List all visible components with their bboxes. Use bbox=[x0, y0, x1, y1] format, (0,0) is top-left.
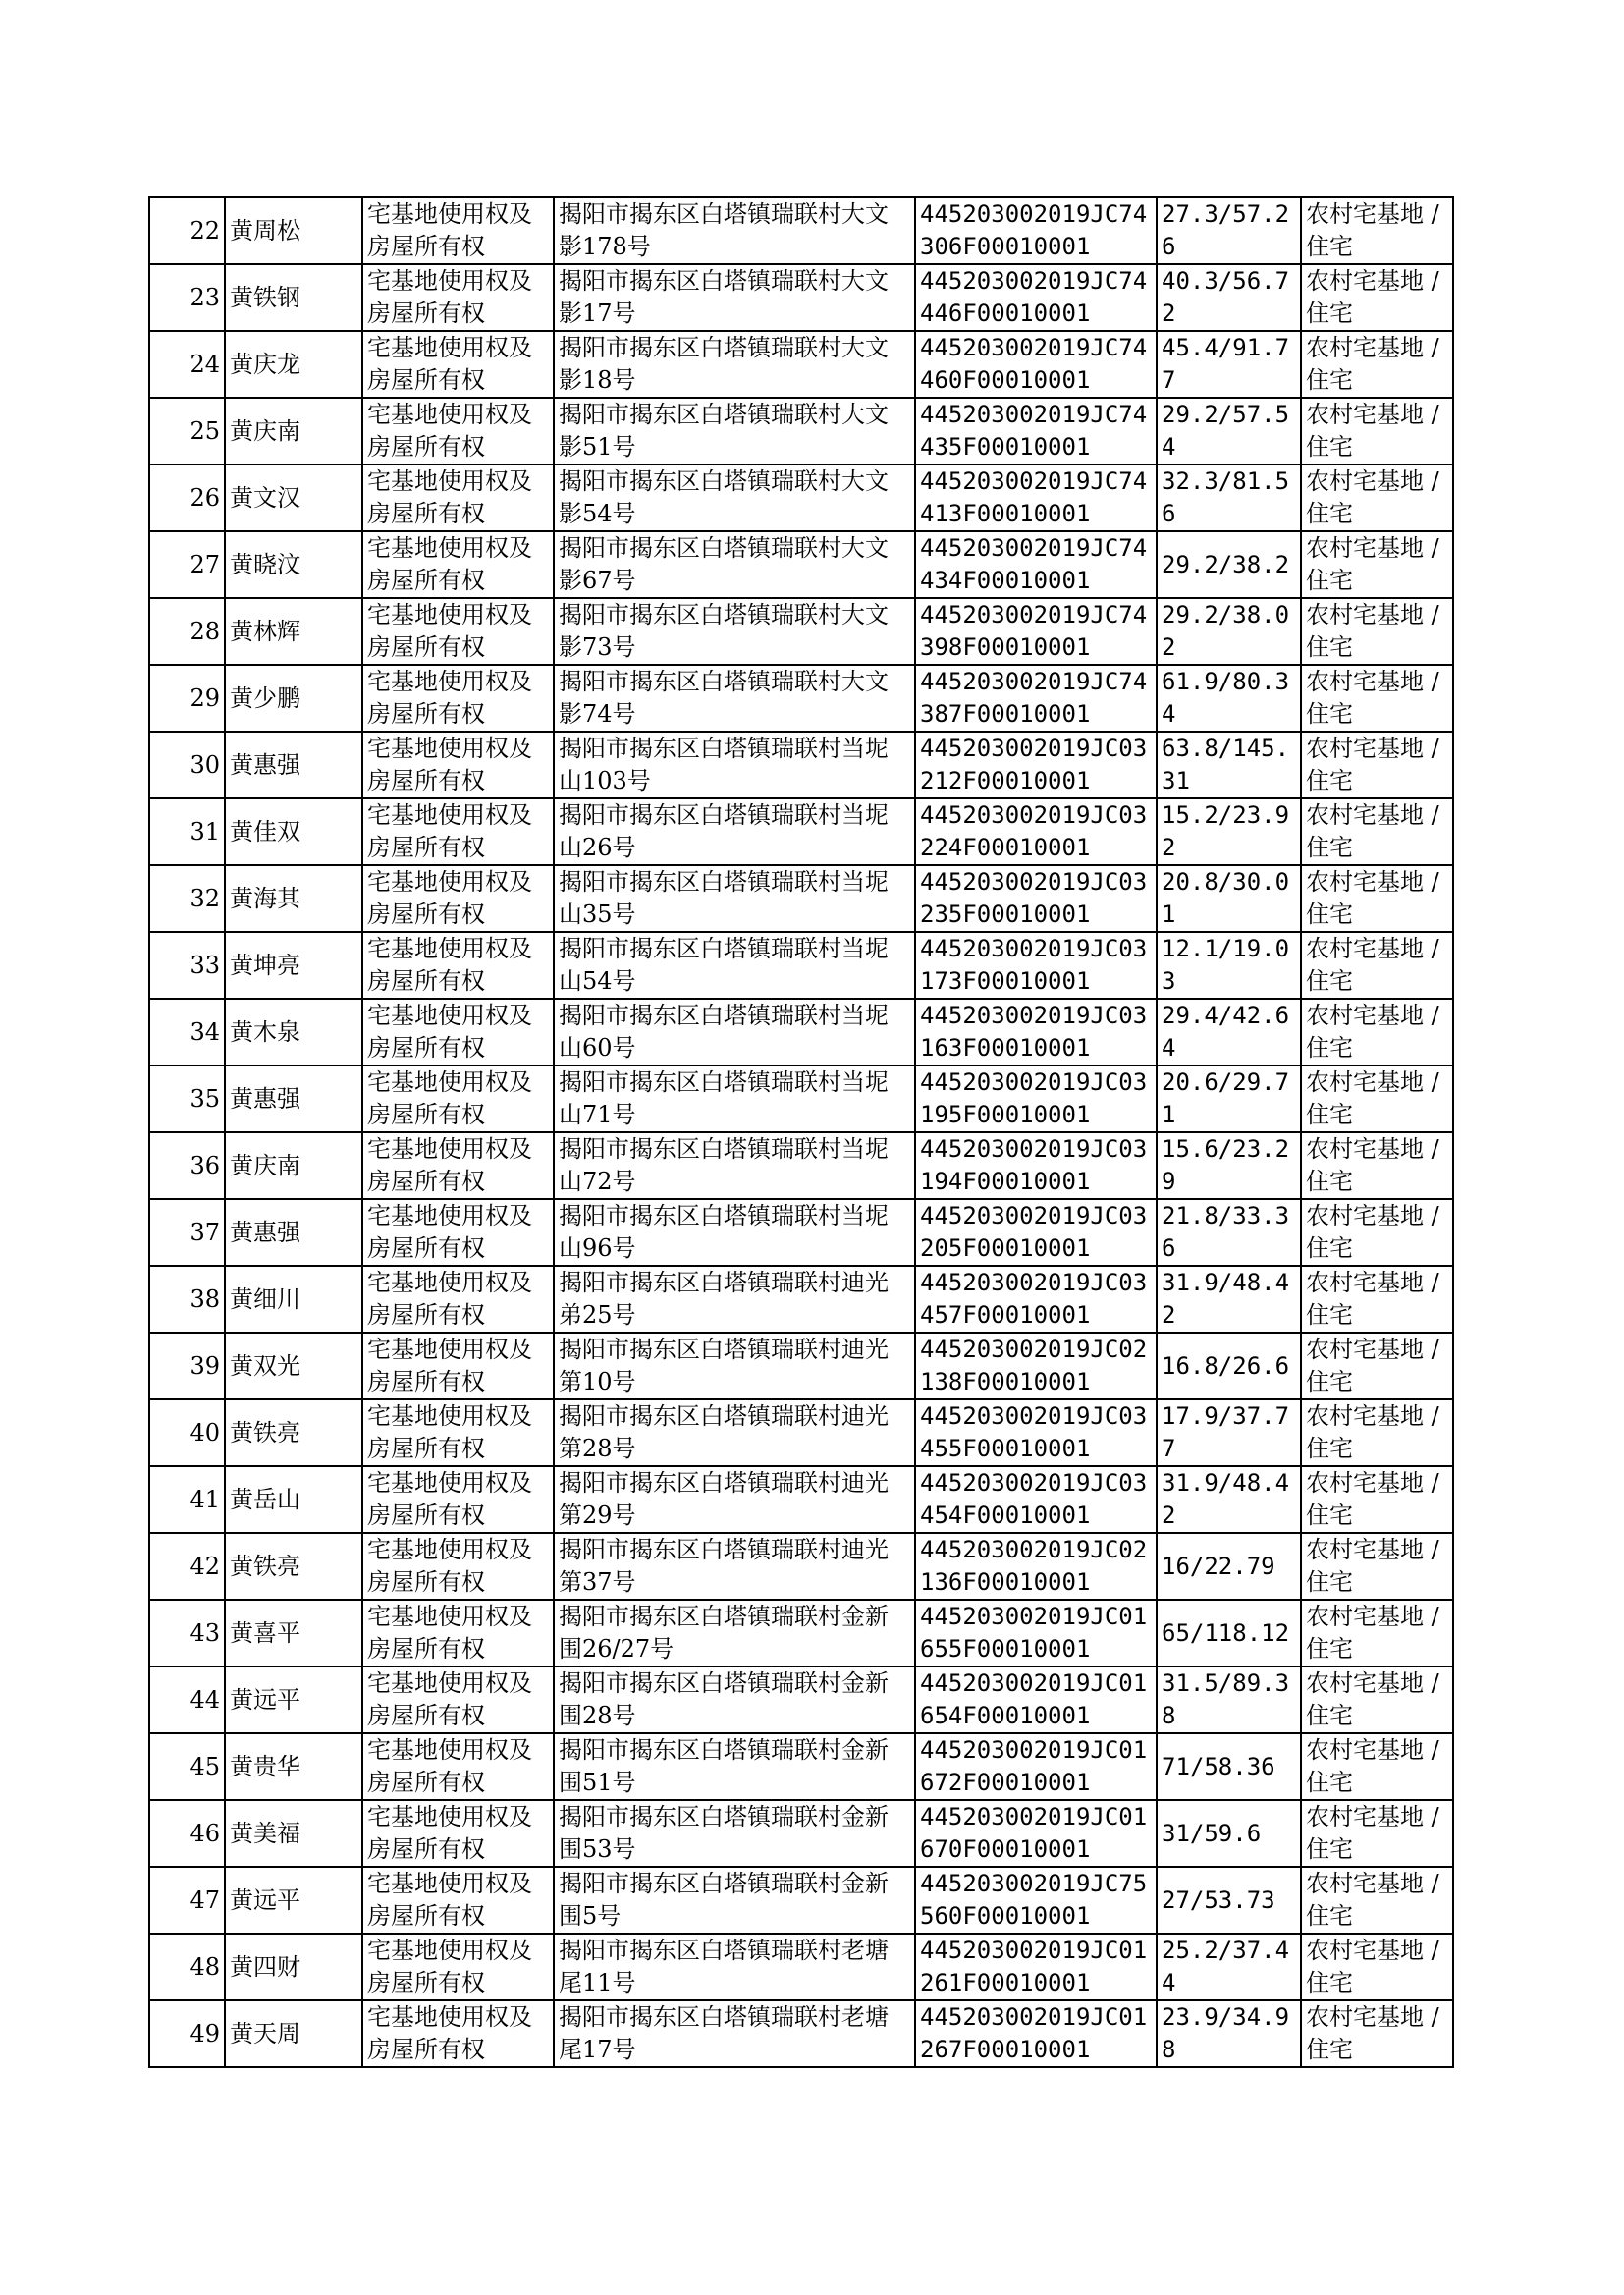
property-location: 揭阳市揭东区白塔镇瑞联村迪光弟25号 bbox=[554, 1266, 915, 1333]
records-table bbox=[148, 196, 1454, 2068]
owner-name: 黄文汉 bbox=[225, 464, 362, 531]
owner-name: 黄贵华 bbox=[225, 1733, 362, 1800]
row-number: 31 bbox=[149, 798, 225, 865]
property-location: 揭阳市揭东区白塔镇瑞联村大文影73号 bbox=[554, 598, 915, 665]
right-type: 宅基地使用权及房屋所有权 bbox=[362, 1800, 554, 1867]
usage-type: 农村宅基地 / 住宅 bbox=[1301, 1199, 1453, 1266]
owner-name: 黄惠强 bbox=[225, 1199, 362, 1266]
unit-code: 445203002019JC03454F00010001 bbox=[915, 1466, 1157, 1533]
table-row bbox=[149, 1466, 1453, 1533]
area-value: 16/22.79 bbox=[1157, 1533, 1301, 1600]
owner-name: 黄铁亮 bbox=[225, 1399, 362, 1466]
row-number: 40 bbox=[149, 1399, 225, 1466]
area-value: 29.2/38.02 bbox=[1157, 598, 1301, 665]
table-row bbox=[149, 732, 1453, 798]
usage-type: 农村宅基地 / 住宅 bbox=[1301, 531, 1453, 598]
unit-code: 445203002019JC74398F00010001 bbox=[915, 598, 1157, 665]
owner-name: 黄海其 bbox=[225, 865, 362, 932]
owner-name: 黄庆龙 bbox=[225, 331, 362, 398]
area-value: 16.8/26.6 bbox=[1157, 1333, 1301, 1399]
property-location: 揭阳市揭东区白塔镇瑞联村大文影54号 bbox=[554, 464, 915, 531]
table-row bbox=[149, 197, 1453, 264]
owner-name: 黄喜平 bbox=[225, 1600, 362, 1667]
right-type: 宅基地使用权及房屋所有权 bbox=[362, 1733, 554, 1800]
right-type: 宅基地使用权及房屋所有权 bbox=[362, 798, 554, 865]
usage-type: 农村宅基地 / 住宅 bbox=[1301, 665, 1453, 732]
row-number: 26 bbox=[149, 464, 225, 531]
unit-code: 445203002019JC74446F00010001 bbox=[915, 264, 1157, 331]
table-row bbox=[149, 331, 1453, 398]
property-location: 揭阳市揭东区白塔镇瑞联村金新围28号 bbox=[554, 1667, 915, 1733]
right-type: 宅基地使用权及房屋所有权 bbox=[362, 331, 554, 398]
area-value: 31.9/48.42 bbox=[1157, 1266, 1301, 1333]
table-row bbox=[149, 1800, 1453, 1867]
unit-code: 445203002019JC02138F00010001 bbox=[915, 1333, 1157, 1399]
right-type: 宅基地使用权及房屋所有权 bbox=[362, 1533, 554, 1600]
table-row bbox=[149, 398, 1453, 464]
usage-type: 农村宅基地 / 住宅 bbox=[1301, 1132, 1453, 1199]
usage-type: 农村宅基地 / 住宅 bbox=[1301, 1667, 1453, 1733]
owner-name: 黄岳山 bbox=[225, 1466, 362, 1533]
property-location: 揭阳市揭东区白塔镇瑞联村当坭山60号 bbox=[554, 999, 915, 1066]
row-number: 38 bbox=[149, 1266, 225, 1333]
table-row bbox=[149, 531, 1453, 598]
table-row bbox=[149, 1600, 1453, 1667]
owner-name: 黄佳双 bbox=[225, 798, 362, 865]
owner-name: 黄四财 bbox=[225, 1934, 362, 2000]
unit-code: 445203002019JC03194F00010001 bbox=[915, 1132, 1157, 1199]
table-row bbox=[149, 865, 1453, 932]
row-number: 43 bbox=[149, 1600, 225, 1667]
unit-code: 445203002019JC01670F00010001 bbox=[915, 1800, 1157, 1867]
owner-name: 黄美福 bbox=[225, 1800, 362, 1867]
area-value: 15.2/23.92 bbox=[1157, 798, 1301, 865]
usage-type: 农村宅基地 / 住宅 bbox=[1301, 798, 1453, 865]
table-row bbox=[149, 665, 1453, 732]
row-number: 25 bbox=[149, 398, 225, 464]
usage-type: 农村宅基地 / 住宅 bbox=[1301, 1266, 1453, 1333]
row-number: 27 bbox=[149, 531, 225, 598]
table-row bbox=[149, 1533, 1453, 1600]
unit-code: 445203002019JC03163F00010001 bbox=[915, 999, 1157, 1066]
right-type: 宅基地使用权及房屋所有权 bbox=[362, 1867, 554, 1934]
row-number: 36 bbox=[149, 1132, 225, 1199]
unit-code: 445203002019JC74306F00010001 bbox=[915, 197, 1157, 264]
right-type: 宅基地使用权及房屋所有权 bbox=[362, 197, 554, 264]
right-type: 宅基地使用权及房屋所有权 bbox=[362, 932, 554, 999]
row-number: 23 bbox=[149, 264, 225, 331]
property-location: 揭阳市揭东区白塔镇瑞联村金新围51号 bbox=[554, 1733, 915, 1800]
owner-name: 黄晓汶 bbox=[225, 531, 362, 598]
owner-name: 黄双光 bbox=[225, 1333, 362, 1399]
area-value: 23.9/34.98 bbox=[1157, 2000, 1301, 2067]
row-number: 24 bbox=[149, 331, 225, 398]
row-number: 28 bbox=[149, 598, 225, 665]
owner-name: 黄少鹏 bbox=[225, 665, 362, 732]
usage-type: 农村宅基地 / 住宅 bbox=[1301, 1733, 1453, 1800]
usage-type: 农村宅基地 / 住宅 bbox=[1301, 932, 1453, 999]
table-row bbox=[149, 932, 1453, 999]
row-number: 32 bbox=[149, 865, 225, 932]
usage-type: 农村宅基地 / 住宅 bbox=[1301, 1399, 1453, 1466]
unit-code: 445203002019JC74387F00010001 bbox=[915, 665, 1157, 732]
usage-type: 农村宅基地 / 住宅 bbox=[1301, 732, 1453, 798]
unit-code: 445203002019JC74413F00010001 bbox=[915, 464, 1157, 531]
area-value: 12.1/19.03 bbox=[1157, 932, 1301, 999]
table-row bbox=[149, 264, 1453, 331]
area-value: 27.3/57.26 bbox=[1157, 197, 1301, 264]
unit-code: 445203002019JC01654F00010001 bbox=[915, 1667, 1157, 1733]
table-row bbox=[149, 1333, 1453, 1399]
table-row bbox=[149, 1934, 1453, 2000]
right-type: 宅基地使用权及房屋所有权 bbox=[362, 865, 554, 932]
unit-code: 445203002019JC03205F00010001 bbox=[915, 1199, 1157, 1266]
property-location: 揭阳市揭东区白塔镇瑞联村当坭山54号 bbox=[554, 932, 915, 999]
usage-type: 农村宅基地 / 住宅 bbox=[1301, 1600, 1453, 1667]
area-value: 31.9/48.42 bbox=[1157, 1466, 1301, 1533]
unit-code: 445203002019JC03173F00010001 bbox=[915, 932, 1157, 999]
right-type: 宅基地使用权及房屋所有权 bbox=[362, 598, 554, 665]
row-number: 37 bbox=[149, 1199, 225, 1266]
owner-name: 黄惠强 bbox=[225, 1066, 362, 1132]
right-type: 宅基地使用权及房屋所有权 bbox=[362, 264, 554, 331]
usage-type: 农村宅基地 / 住宅 bbox=[1301, 398, 1453, 464]
right-type: 宅基地使用权及房屋所有权 bbox=[362, 1466, 554, 1533]
unit-code: 445203002019JC01267F00010001 bbox=[915, 2000, 1157, 2067]
property-location: 揭阳市揭东区白塔镇瑞联村当坭山96号 bbox=[554, 1199, 915, 1266]
table-row bbox=[149, 798, 1453, 865]
row-number: 49 bbox=[149, 2000, 225, 2067]
right-type: 宅基地使用权及房屋所有权 bbox=[362, 999, 554, 1066]
unit-code: 445203002019JC01261F00010001 bbox=[915, 1934, 1157, 2000]
owner-name: 黄木泉 bbox=[225, 999, 362, 1066]
unit-code: 445203002019JC74460F00010001 bbox=[915, 331, 1157, 398]
right-type: 宅基地使用权及房屋所有权 bbox=[362, 464, 554, 531]
area-value: 45.4/91.77 bbox=[1157, 331, 1301, 398]
usage-type: 农村宅基地 / 住宅 bbox=[1301, 2000, 1453, 2067]
area-value: 40.3/56.72 bbox=[1157, 264, 1301, 331]
usage-type: 农村宅基地 / 住宅 bbox=[1301, 1333, 1453, 1399]
usage-type: 农村宅基地 / 住宅 bbox=[1301, 1466, 1453, 1533]
unit-code: 445203002019JC03457F00010001 bbox=[915, 1266, 1157, 1333]
right-type: 宅基地使用权及房屋所有权 bbox=[362, 1600, 554, 1667]
unit-code: 445203002019JC03455F00010001 bbox=[915, 1399, 1157, 1466]
right-type: 宅基地使用权及房屋所有权 bbox=[362, 665, 554, 732]
unit-code: 445203002019JC03224F00010001 bbox=[915, 798, 1157, 865]
right-type: 宅基地使用权及房屋所有权 bbox=[362, 1934, 554, 2000]
property-location: 揭阳市揭东区白塔镇瑞联村大文影17号 bbox=[554, 264, 915, 331]
usage-type: 农村宅基地 / 住宅 bbox=[1301, 464, 1453, 531]
table-row bbox=[149, 1399, 1453, 1466]
property-location: 揭阳市揭东区白塔镇瑞联村老塘尾17号 bbox=[554, 2000, 915, 2067]
usage-type: 农村宅基地 / 住宅 bbox=[1301, 197, 1453, 264]
area-value: 29.2/57.54 bbox=[1157, 398, 1301, 464]
unit-code: 445203002019JC03212F00010001 bbox=[915, 732, 1157, 798]
unit-code: 445203002019JC02136F00010001 bbox=[915, 1533, 1157, 1600]
property-location: 揭阳市揭东区白塔镇瑞联村迪光第37号 bbox=[554, 1533, 915, 1600]
property-location: 揭阳市揭东区白塔镇瑞联村当坭山35号 bbox=[554, 865, 915, 932]
row-number: 44 bbox=[149, 1667, 225, 1733]
area-value: 65/118.12 bbox=[1157, 1600, 1301, 1667]
right-type: 宅基地使用权及房屋所有权 bbox=[362, 2000, 554, 2067]
table-row bbox=[149, 1867, 1453, 1934]
property-location: 揭阳市揭东区白塔镇瑞联村金新围26/27号 bbox=[554, 1600, 915, 1667]
owner-name: 黄惠强 bbox=[225, 732, 362, 798]
property-location: 揭阳市揭东区白塔镇瑞联村迪光第10号 bbox=[554, 1333, 915, 1399]
area-value: 31/59.6 bbox=[1157, 1800, 1301, 1867]
table-row bbox=[149, 1266, 1453, 1333]
property-location: 揭阳市揭东区白塔镇瑞联村大文影51号 bbox=[554, 398, 915, 464]
property-location: 揭阳市揭东区白塔镇瑞联村大文影178号 bbox=[554, 197, 915, 264]
row-number: 46 bbox=[149, 1800, 225, 1867]
property-location: 揭阳市揭东区白塔镇瑞联村大文影18号 bbox=[554, 331, 915, 398]
area-value: 15.6/23.29 bbox=[1157, 1132, 1301, 1199]
area-value: 20.8/30.01 bbox=[1157, 865, 1301, 932]
owner-name: 黄坤亮 bbox=[225, 932, 362, 999]
table-row bbox=[149, 1667, 1453, 1733]
right-type: 宅基地使用权及房屋所有权 bbox=[362, 1199, 554, 1266]
unit-code: 445203002019JC01672F00010001 bbox=[915, 1733, 1157, 1800]
row-number: 35 bbox=[149, 1066, 225, 1132]
unit-code: 445203002019JC03195F00010001 bbox=[915, 1066, 1157, 1132]
right-type: 宅基地使用权及房屋所有权 bbox=[362, 1266, 554, 1333]
row-number: 39 bbox=[149, 1333, 225, 1399]
owner-name: 黄铁钢 bbox=[225, 264, 362, 331]
owner-name: 黄庆南 bbox=[225, 1132, 362, 1199]
row-number: 29 bbox=[149, 665, 225, 732]
property-location: 揭阳市揭东区白塔镇瑞联村大文影74号 bbox=[554, 665, 915, 732]
area-value: 31.5/89.38 bbox=[1157, 1667, 1301, 1733]
unit-code: 445203002019JC74435F00010001 bbox=[915, 398, 1157, 464]
area-value: 63.8/145.31 bbox=[1157, 732, 1301, 798]
area-value: 21.8/33.36 bbox=[1157, 1199, 1301, 1266]
usage-type: 农村宅基地 / 住宅 bbox=[1301, 865, 1453, 932]
owner-name: 黄庆南 bbox=[225, 398, 362, 464]
table-row bbox=[149, 2000, 1453, 2067]
owner-name: 黄铁亮 bbox=[225, 1533, 362, 1600]
right-type: 宅基地使用权及房屋所有权 bbox=[362, 1399, 554, 1466]
table-row bbox=[149, 999, 1453, 1066]
row-number: 22 bbox=[149, 197, 225, 264]
usage-type: 农村宅基地 / 住宅 bbox=[1301, 1066, 1453, 1132]
row-number: 42 bbox=[149, 1533, 225, 1600]
right-type: 宅基地使用权及房屋所有权 bbox=[362, 1132, 554, 1199]
usage-type: 农村宅基地 / 住宅 bbox=[1301, 999, 1453, 1066]
unit-code: 445203002019JC74434F00010001 bbox=[915, 531, 1157, 598]
records-body bbox=[149, 197, 1453, 2067]
area-value: 32.3/81.56 bbox=[1157, 464, 1301, 531]
property-location: 揭阳市揭东区白塔镇瑞联村迪光第28号 bbox=[554, 1399, 915, 1466]
right-type: 宅基地使用权及房屋所有权 bbox=[362, 398, 554, 464]
usage-type: 农村宅基地 / 住宅 bbox=[1301, 598, 1453, 665]
table-row bbox=[149, 1132, 1453, 1199]
property-location: 揭阳市揭东区白塔镇瑞联村老塘尾11号 bbox=[554, 1934, 915, 2000]
unit-code: 445203002019JC75560F00010001 bbox=[915, 1867, 1157, 1934]
right-type: 宅基地使用权及房屋所有权 bbox=[362, 531, 554, 598]
right-type: 宅基地使用权及房屋所有权 bbox=[362, 1667, 554, 1733]
table-row bbox=[149, 598, 1453, 665]
owner-name: 黄周松 bbox=[225, 197, 362, 264]
row-number: 45 bbox=[149, 1733, 225, 1800]
owner-name: 黄林辉 bbox=[225, 598, 362, 665]
property-location: 揭阳市揭东区白塔镇瑞联村金新围53号 bbox=[554, 1800, 915, 1867]
property-location: 揭阳市揭东区白塔镇瑞联村当坭山103号 bbox=[554, 732, 915, 798]
area-value: 29.4/42.64 bbox=[1157, 999, 1301, 1066]
usage-type: 农村宅基地 / 住宅 bbox=[1301, 264, 1453, 331]
area-value: 27/53.73 bbox=[1157, 1867, 1301, 1934]
property-location: 揭阳市揭东区白塔镇瑞联村当坭山72号 bbox=[554, 1132, 915, 1199]
owner-name: 黄远平 bbox=[225, 1667, 362, 1733]
row-number: 34 bbox=[149, 999, 225, 1066]
area-value: 71/58.36 bbox=[1157, 1733, 1301, 1800]
property-location: 揭阳市揭东区白塔镇瑞联村大文影67号 bbox=[554, 531, 915, 598]
property-location: 揭阳市揭东区白塔镇瑞联村当坭山26号 bbox=[554, 798, 915, 865]
right-type: 宅基地使用权及房屋所有权 bbox=[362, 732, 554, 798]
row-number: 47 bbox=[149, 1867, 225, 1934]
property-location: 揭阳市揭东区白塔镇瑞联村金新围5号 bbox=[554, 1867, 915, 1934]
property-location: 揭阳市揭东区白塔镇瑞联村迪光第29号 bbox=[554, 1466, 915, 1533]
row-number: 33 bbox=[149, 932, 225, 999]
table-row bbox=[149, 1066, 1453, 1132]
usage-type: 农村宅基地 / 住宅 bbox=[1301, 1867, 1453, 1934]
right-type: 宅基地使用权及房屋所有权 bbox=[362, 1333, 554, 1399]
right-type: 宅基地使用权及房屋所有权 bbox=[362, 1066, 554, 1132]
area-value: 17.9/37.77 bbox=[1157, 1399, 1301, 1466]
row-number: 48 bbox=[149, 1934, 225, 2000]
usage-type: 农村宅基地 / 住宅 bbox=[1301, 1800, 1453, 1867]
owner-name: 黄细川 bbox=[225, 1266, 362, 1333]
usage-type: 农村宅基地 / 住宅 bbox=[1301, 1533, 1453, 1600]
area-value: 61.9/80.34 bbox=[1157, 665, 1301, 732]
unit-code: 445203002019JC01655F00010001 bbox=[915, 1600, 1157, 1667]
area-value: 25.2/37.44 bbox=[1157, 1934, 1301, 2000]
table-row bbox=[149, 1733, 1453, 1800]
usage-type: 农村宅基地 / 住宅 bbox=[1301, 331, 1453, 398]
property-location: 揭阳市揭东区白塔镇瑞联村当坭山71号 bbox=[554, 1066, 915, 1132]
row-number: 41 bbox=[149, 1466, 225, 1533]
area-value: 20.6/29.71 bbox=[1157, 1066, 1301, 1132]
owner-name: 黄远平 bbox=[225, 1867, 362, 1934]
area-value: 29.2/38.2 bbox=[1157, 531, 1301, 598]
usage-type: 农村宅基地 / 住宅 bbox=[1301, 1934, 1453, 2000]
owner-name: 黄天周 bbox=[225, 2000, 362, 2067]
unit-code: 445203002019JC03235F00010001 bbox=[915, 865, 1157, 932]
table-row bbox=[149, 1199, 1453, 1266]
table-row bbox=[149, 464, 1453, 531]
row-number: 30 bbox=[149, 732, 225, 798]
